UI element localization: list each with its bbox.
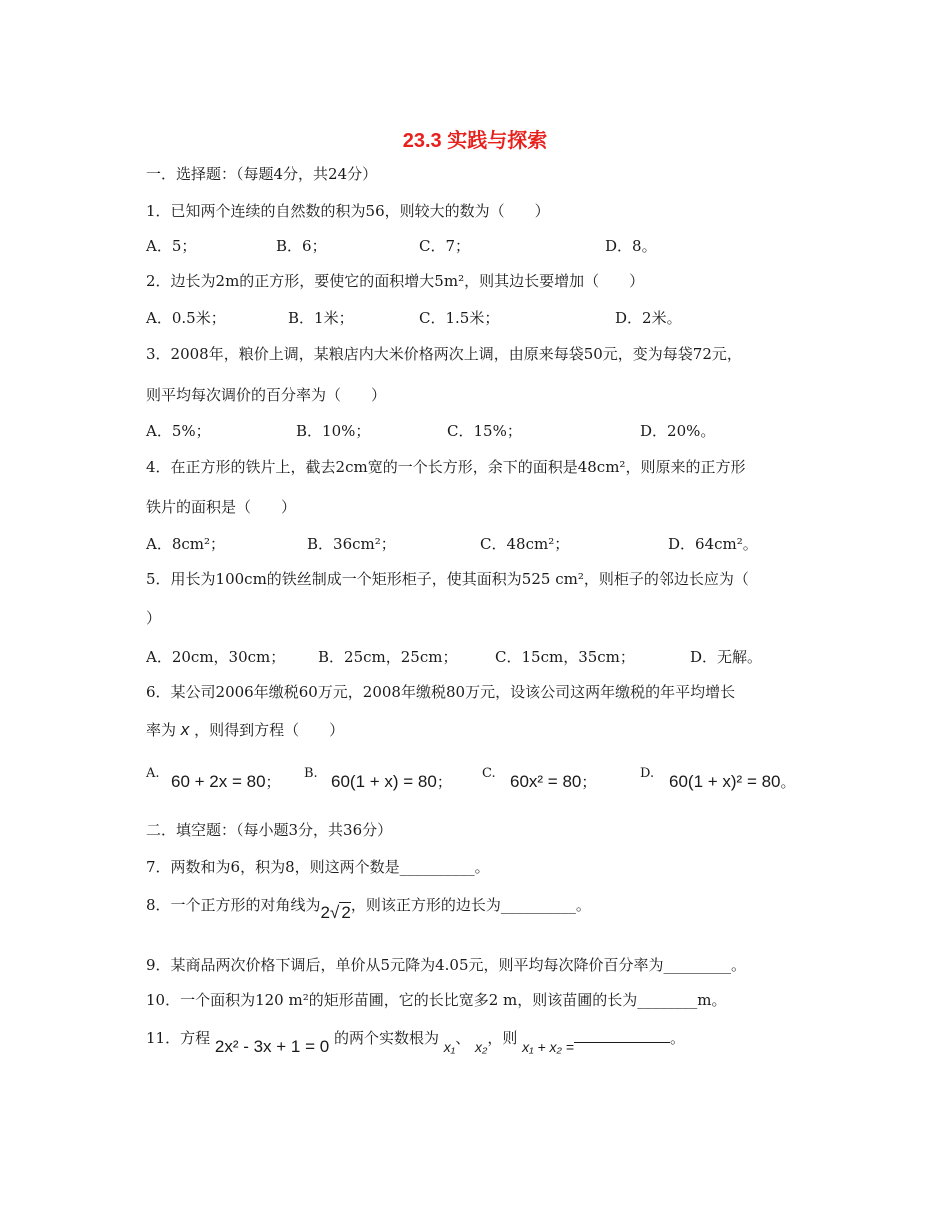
- q3-option-a: A．5%；: [146, 422, 211, 440]
- q6-option-c-label: C.: [482, 766, 496, 781]
- q6-option-a-tail: ；: [265, 773, 281, 791]
- q11-text-a: 11．方程: [146, 1029, 211, 1047]
- q8-radicand: 2: [341, 903, 351, 922]
- q6-option-c-tail: ；: [581, 773, 597, 791]
- q8-radical-coefficient: 2: [320, 903, 331, 922]
- q1-option-d: D．8。: [605, 237, 657, 255]
- q11-text-c: ，则: [487, 1029, 518, 1047]
- q6-option-a-equation: 60 + 2x = 80: [171, 772, 266, 791]
- q5-option-c: C．15cm，35cm；: [495, 648, 635, 666]
- question-7: 7．两数和为6，积为8，则这两个数是__________。: [146, 858, 490, 876]
- q5-option-d: D．无解。: [690, 648, 763, 666]
- q11-sum: x₁ + x₂ =: [522, 1039, 574, 1055]
- question-6-line-1: 6．某公司2006年缴税60万元，2008年缴税80万元，设该公司这两年缴税的年平均增长: [146, 683, 736, 701]
- q4-option-a: A．8cm²；: [146, 535, 226, 553]
- q6-option-a: [171, 772, 281, 792]
- q6-option-c: [510, 772, 596, 792]
- question-1: 1．已知两个连续的自然数的积为56，则较大的数为（ ）: [146, 202, 550, 220]
- q6-option-c-equation: 60x² = 80: [510, 772, 582, 791]
- question-5-line-2: ）: [146, 609, 162, 627]
- q8-text-b: ，则该正方形的边长为__________。: [350, 896, 591, 914]
- q6-option-b-tail: ；: [436, 773, 452, 791]
- question-4-line-1: 4．在正方形的铁片上，截去2cm宽的一个长方形，余下的面积是48cm²，则原来的正方形: [146, 458, 746, 476]
- q6-text-a: 率为: [146, 721, 177, 739]
- q3-option-c: C．15%；: [447, 422, 522, 440]
- question-8: [146, 894, 591, 922]
- q2-option-c: C．1.5米；: [419, 309, 500, 327]
- q3-option-b: B．10%；: [296, 422, 371, 440]
- q6-option-d-label: D.: [640, 766, 655, 781]
- question-6-line-2: [146, 720, 344, 740]
- question-9: 9．某商品两次价格下调后，单价从5元降为4.05元，则平均每次降价百分率为_________。: [146, 956, 746, 974]
- q11-text-b: 的两个实数根为: [334, 1029, 440, 1047]
- q1-option-a: A．5；: [146, 237, 197, 255]
- question-10: 10．一个面积为120 m²的矩形苗圃，它的长比宽多2 m，则该苗圃的长为________m。: [146, 991, 727, 1009]
- q11-equation: 2x² - 3x + 1 = 0: [214, 1037, 330, 1056]
- question-4-line-2: 铁片的面积是（ ）: [146, 498, 297, 516]
- page-title: 23.3 实践与探索: [402, 130, 548, 152]
- question-11: [146, 1028, 685, 1056]
- q11-end: 。: [669, 1029, 685, 1047]
- q8-radical: 2√ 2: [320, 903, 351, 922]
- q4-option-c: C．48cm²；: [480, 535, 570, 553]
- q2-option-d: D．2米。: [615, 309, 682, 327]
- q6-option-b: [331, 772, 452, 792]
- q5-option-a: A．20cm，30cm；: [146, 648, 286, 666]
- q6-option-d-equation: 60(1 + x)² = 80: [669, 772, 781, 791]
- q6-option-d: [669, 772, 796, 792]
- q6-variable: x: [180, 720, 190, 739]
- q4-option-b: B．36cm²；: [307, 535, 396, 553]
- question-2: 2．边长为2m的正方形，要使它的面积增大5m²，则其边长要增加（ ）: [146, 272, 645, 290]
- q11-answer-blank[interactable]: [574, 1028, 670, 1043]
- question-5-line-1: 5．用长为100cm的铁丝制成一个矩形柜子，使其面积为525 cm²，则柜子的邻边长应为（: [146, 570, 749, 588]
- section-heading-fill: 二．填空题：（每小题3分，共36分）: [146, 821, 393, 839]
- q11-root-2: x₂: [475, 1039, 488, 1055]
- q2-option-a: A．0.5米；: [146, 309, 226, 327]
- q5-option-b: B．25cm，25cm；: [318, 648, 458, 666]
- q6-option-d-tail: 。: [780, 773, 796, 791]
- section-heading-choice: 一．选择题：（每题4分，共24分）: [146, 165, 378, 183]
- q3-option-d: D．20%。: [640, 422, 716, 440]
- q2-option-b: B．1米；: [288, 309, 354, 327]
- q4-option-d: D．64cm²。: [668, 535, 758, 553]
- question-3-line-1: 3．2008年，粮价上调，某粮店内大米价格两次上调，由原来每袋50元，变为每袋72元，: [146, 345, 742, 363]
- q6-option-a-label: A.: [146, 766, 160, 781]
- question-3-line-2: 则平均每次调价的百分率为（ ）: [146, 386, 387, 404]
- q1-option-c: C．7；: [419, 237, 471, 255]
- q11-root-1: x₁: [443, 1039, 456, 1055]
- q6-text-b: ，则得到方程（ ）: [194, 721, 345, 739]
- q11-separator: 、: [455, 1029, 471, 1047]
- q6-option-b-equation: 60(1 + x) = 80: [331, 772, 437, 791]
- q8-text-a: 8．一个正方形的对角线为: [146, 896, 321, 914]
- q6-option-b-label: B.: [304, 766, 318, 781]
- q1-option-b: B．6；: [276, 237, 327, 255]
